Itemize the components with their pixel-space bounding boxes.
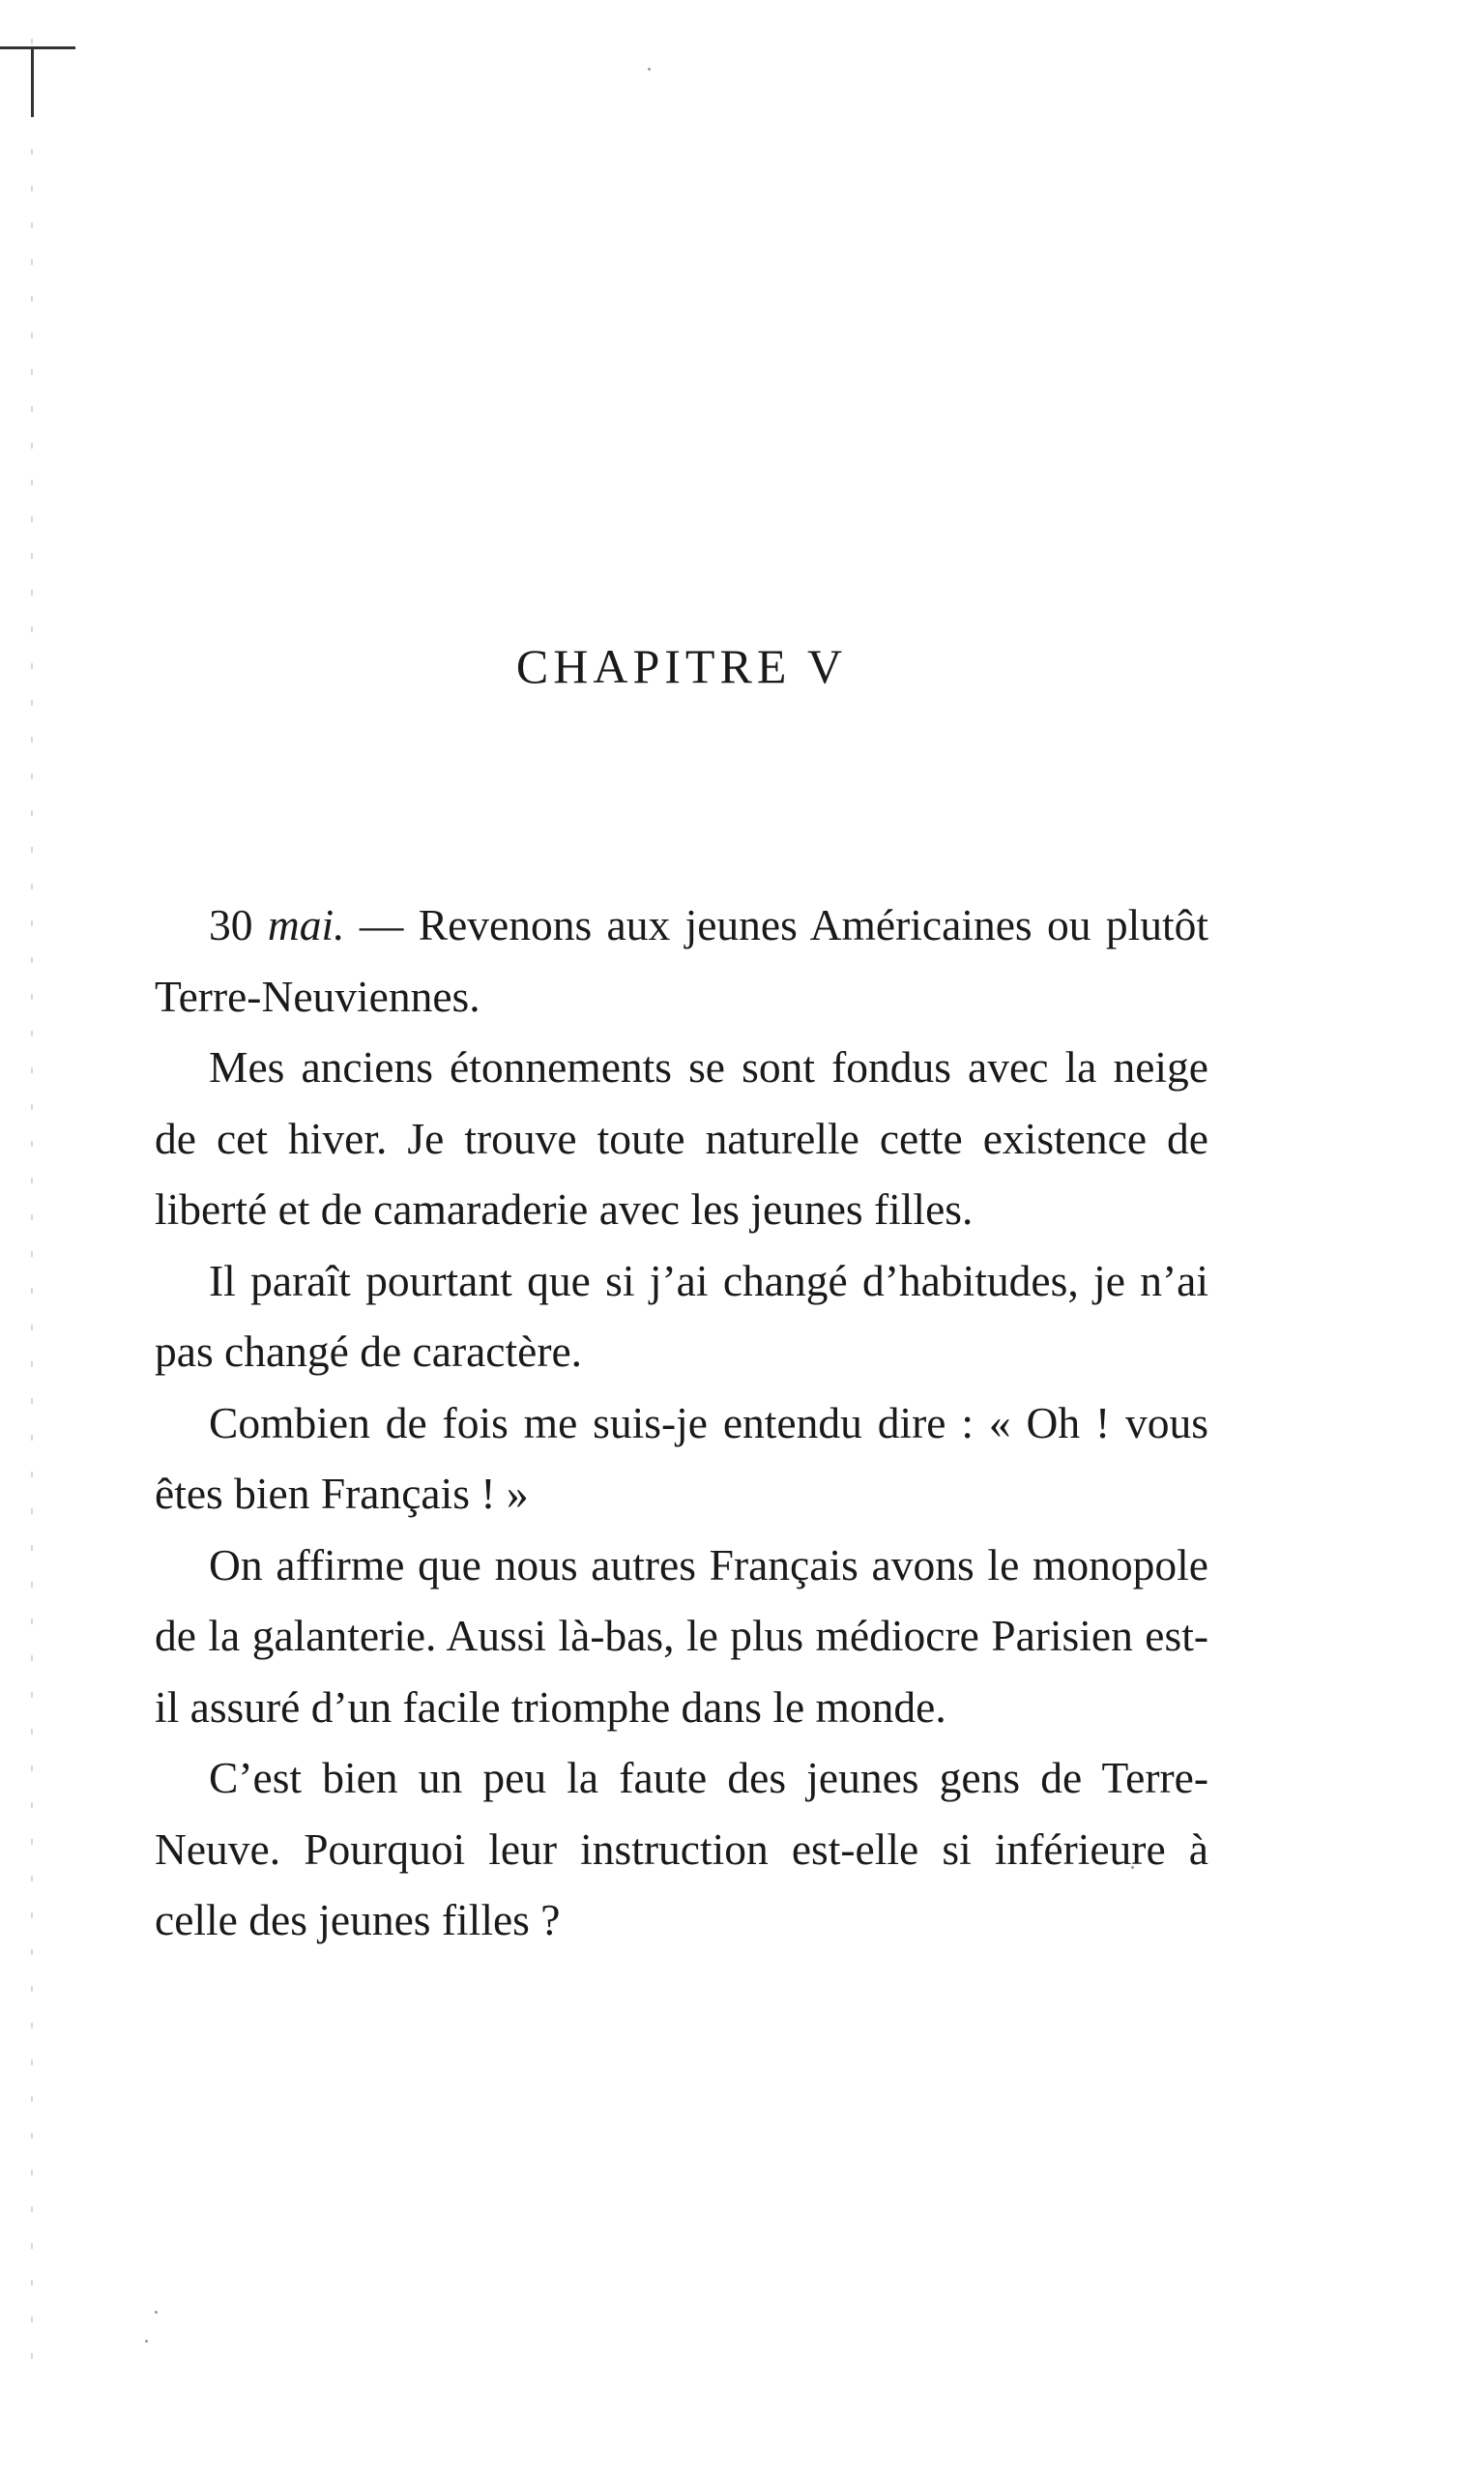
paragraph xyxy=(155,890,1208,1032)
paragraph-text: — Revenons aux jeunes Américaines ou plutôt Terre-Neuviennes. xyxy=(155,900,1209,1021)
paragraph: Mes anciens étonnements se sont fondus avec la neige de cet hiver. Je trouve toute naturelle cette existence de liberté et de camaraderie avec les jeunes filles. xyxy=(155,1042,1208,1234)
binding-edge xyxy=(31,39,33,2359)
paragraph: On affirme que nous autres Français avons le monopole de la galanterie. Aussi là-bas, le plus médiocre Parisien est-il assuré d’un facile triomphe dans le monde. xyxy=(155,1539,1208,1732)
paragraph: Il paraît pourtant que si j’ai changé d’habitudes, je n’ai pas changé de caractère. xyxy=(155,1255,1208,1376)
body-text xyxy=(155,890,1208,1956)
corner-mark xyxy=(0,46,75,55)
paper-speck xyxy=(648,68,651,71)
chapter-title: CHAPITRE V xyxy=(515,639,848,693)
paper-speck xyxy=(155,2311,158,2314)
date-month: mai. xyxy=(267,900,345,949)
paragraph: C’est bien un peu la faute des jeunes gens de Terre-Neuve. Pourquoi leur instruction est-elle si inférieure à celle des jeunes filles ? xyxy=(155,1753,1208,1944)
paper-speck xyxy=(145,2340,148,2343)
date-number: 30 xyxy=(209,900,268,949)
paragraph: Combien de fois me suis-je entendu dire : « Oh ! vous êtes bien Français ! » xyxy=(155,1397,1208,1518)
